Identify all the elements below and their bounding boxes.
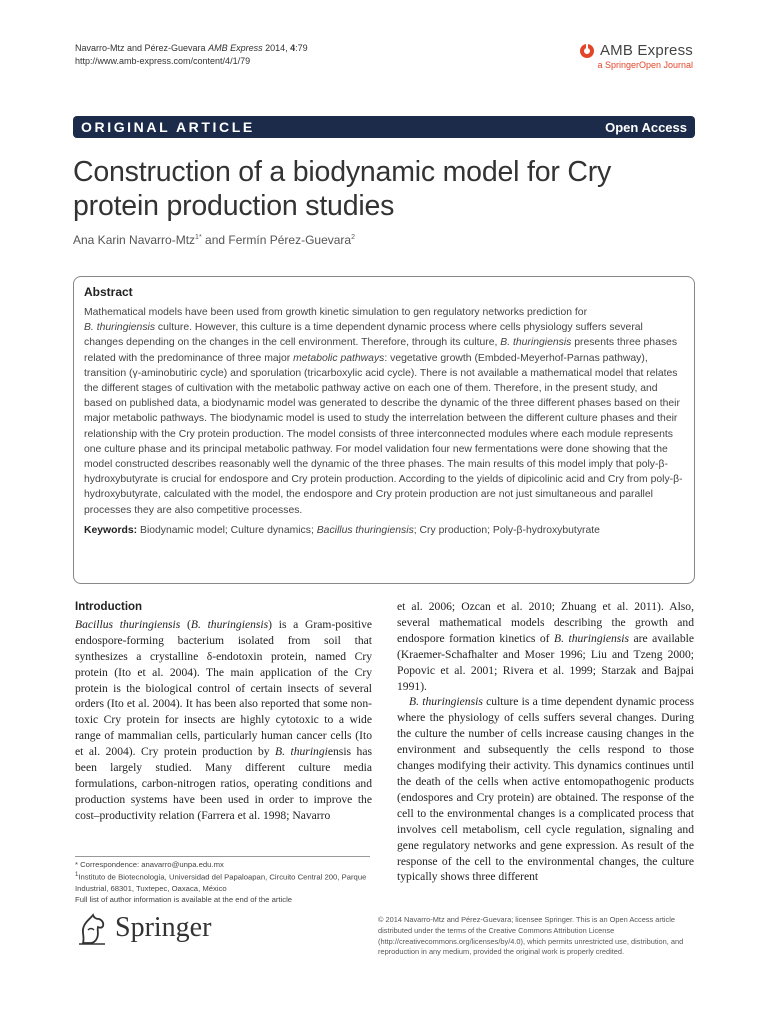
license-text: © 2014 Navarro-Mtz and Pérez-Guevara; licensee Springer. This is an Open Access article distributed under the terms of the Creative Commons Attribution License (http://creativecommons.org/licenses/by/4.0), which permits unrestricted use, distribution, and reproduction in any medium, provided the original work is properly credited. <box>378 915 684 957</box>
body-paragraph: Bacillus thuringiensis (B. thuringiensis) is a Gram-positive endospore-forming bacterium isolated from soil that synthesizes a crystalline δ-endotoxin protein, named Cry protein (Ito et al. 2004). The main application of the Cry protein is the biological control of certain insects of several orders (Ito et al. 2004). It has been also reported that some non-toxic Cry protein for insects are highly cytotoxic to a wide range of mammalian cells, particularly human cancer cells (Ito et al. 2004). Cry protein production by B. thuringiensis has been largely studied. Many different culture media formulations, carbon-nitrogen ratios, operating conditions and production systems have been used in order to improve the cost–productivity relation (Farrera et al. 1998; Navarro <box>75 617 373 822</box>
section-heading-introduction: Introduction <box>75 601 143 613</box>
body-column-left <box>75 600 372 824</box>
footnotes <box>75 859 375 905</box>
abstract-heading: Abstract <box>84 285 133 299</box>
springer-horse-icon <box>75 910 109 946</box>
article-title: Construction of a biodynamic model for Cry protein production studies <box>73 156 612 222</box>
publisher-logo <box>75 910 211 946</box>
open-access-label: Open Access <box>605 119 687 135</box>
journal-subtitle: a SpringerOpen Journal <box>597 60 693 70</box>
body-column-right <box>397 599 694 885</box>
journal-name: AMB Express <box>599 42 693 59</box>
article-url-link[interactable]: http://www.amb-express.com/content/4/1/79 <box>75 56 251 66</box>
abstract-text: Mathematical models have been used from growth kinetic simulation to gen regulatory networks prediction for B. thuringiensis culture. However, this culture is a time dependent dynamic process where cells physiology suffers several changes depending on the changes in the cell environment. Therefore, through its culture, B. thuringiensis presents three phases related with the predominance of three major metabolic pathways: vegetative growth (Embded-Meyerhof-Parnas pathway), transition (γ-aminobutiric cycle) and sporulation (tricarboxylic acid cycle). There is not available a mathematical model that relates the different stages of cultivation with the metabolic pathway active on each one of them. Therefore, in the present study, and based on published data, a biodynamic model was generated to describe the dynamic of the three different phases based on their major metabolic pathways. The biodynamic model is used to study the interrelation between the different culture phases and their relationship with the Cry protein production. The model consists of three interconnected modules where each module represents one culture phase and its principal metabolic pathway. For model validation four new fermentations were done showing that the model constructed describes reasonably well the dynamic of the three phases. The main results of this model imply that poly-β-hydroxybutyrate is crucial for endospore and Cry protein production. According to the yields of dipicolinic acid and Cry from poly-β-hydroxybutyrate, calculated with the model, the endospore and Cry protein production are not just simultaneous and parallel processes they are also competitive processes. <box>84 307 683 516</box>
correspondence-note: * Correspondence: anavarro@unpa.edu.mx <box>75 860 224 869</box>
affiliation-note: $^1$Instituto de Biotecnología, Universidad del Papaloapan, Circuito Central 200, Parque Industrial, 68301, Tuxtepec, Oaxaca, México <box>75 872 367 893</box>
footnote-divider <box>75 856 370 857</box>
springeropen-logo-icon <box>579 43 595 59</box>
citation-line: Navarro-Mtz and Pérez-Guevara AMB Express 2014, 4:79 <box>75 43 308 53</box>
author-name[interactable]: Fermín Pérez-Guevara <box>228 233 352 247</box>
publisher-name: Springer <box>115 912 212 943</box>
article-type-label: ORIGINAL ARTICLE <box>81 119 255 135</box>
author-list: Ana Karin Navarro-Mtz$^{1*}$ and Fermín Pérez-Guevara$^2$ <box>73 233 356 247</box>
author-info-note: Full list of author information is available at the end of the article <box>75 894 293 904</box>
author-name[interactable]: Ana Karin Navarro-Mtz <box>73 233 196 247</box>
body-paragraph: B. thuringiensis culture is a time dependent dynamic process where the physiology of cells suffers several changes. During the culture the number of cells increase causing changes in the environment and subsequently the cells respond to those changes modifying their activity. This dynamics continues until the death of the cells when active entomopathogenic products (endospores and Cry protein) are obtained. The response of the cell to the environmental changes is a complicated process that involves cell metabolism, cell cycle regulation, signaling and gene regulatory networks and gene expression. As result of the response of the cell to the environmental changes, the culture typically shows three different <box>397 695 694 884</box>
body-paragraph: et al. 2006; Ozcan et al. 2010; Zhuang et al. 2011). Also, several mathematical models describing the growth and endospore formation kinetics of B. thuringiensis are available (Kraemer-Schafhalter and Moser 1996; Liu and Tzeng 2000; Popovic et al. 2001; Rivera et al. 1999; Starzak and Bajpai 1991). <box>397 600 694 693</box>
keywords: Keywords: Biodynamic model; Culture dynamics; Bacillus thuringiensis; Cry production; Poly-β-hydroxybutyrate <box>84 524 600 536</box>
header-citation <box>75 42 455 68</box>
journal-logo <box>493 42 693 70</box>
abstract-box <box>73 276 695 584</box>
article-type-banner <box>73 116 695 138</box>
